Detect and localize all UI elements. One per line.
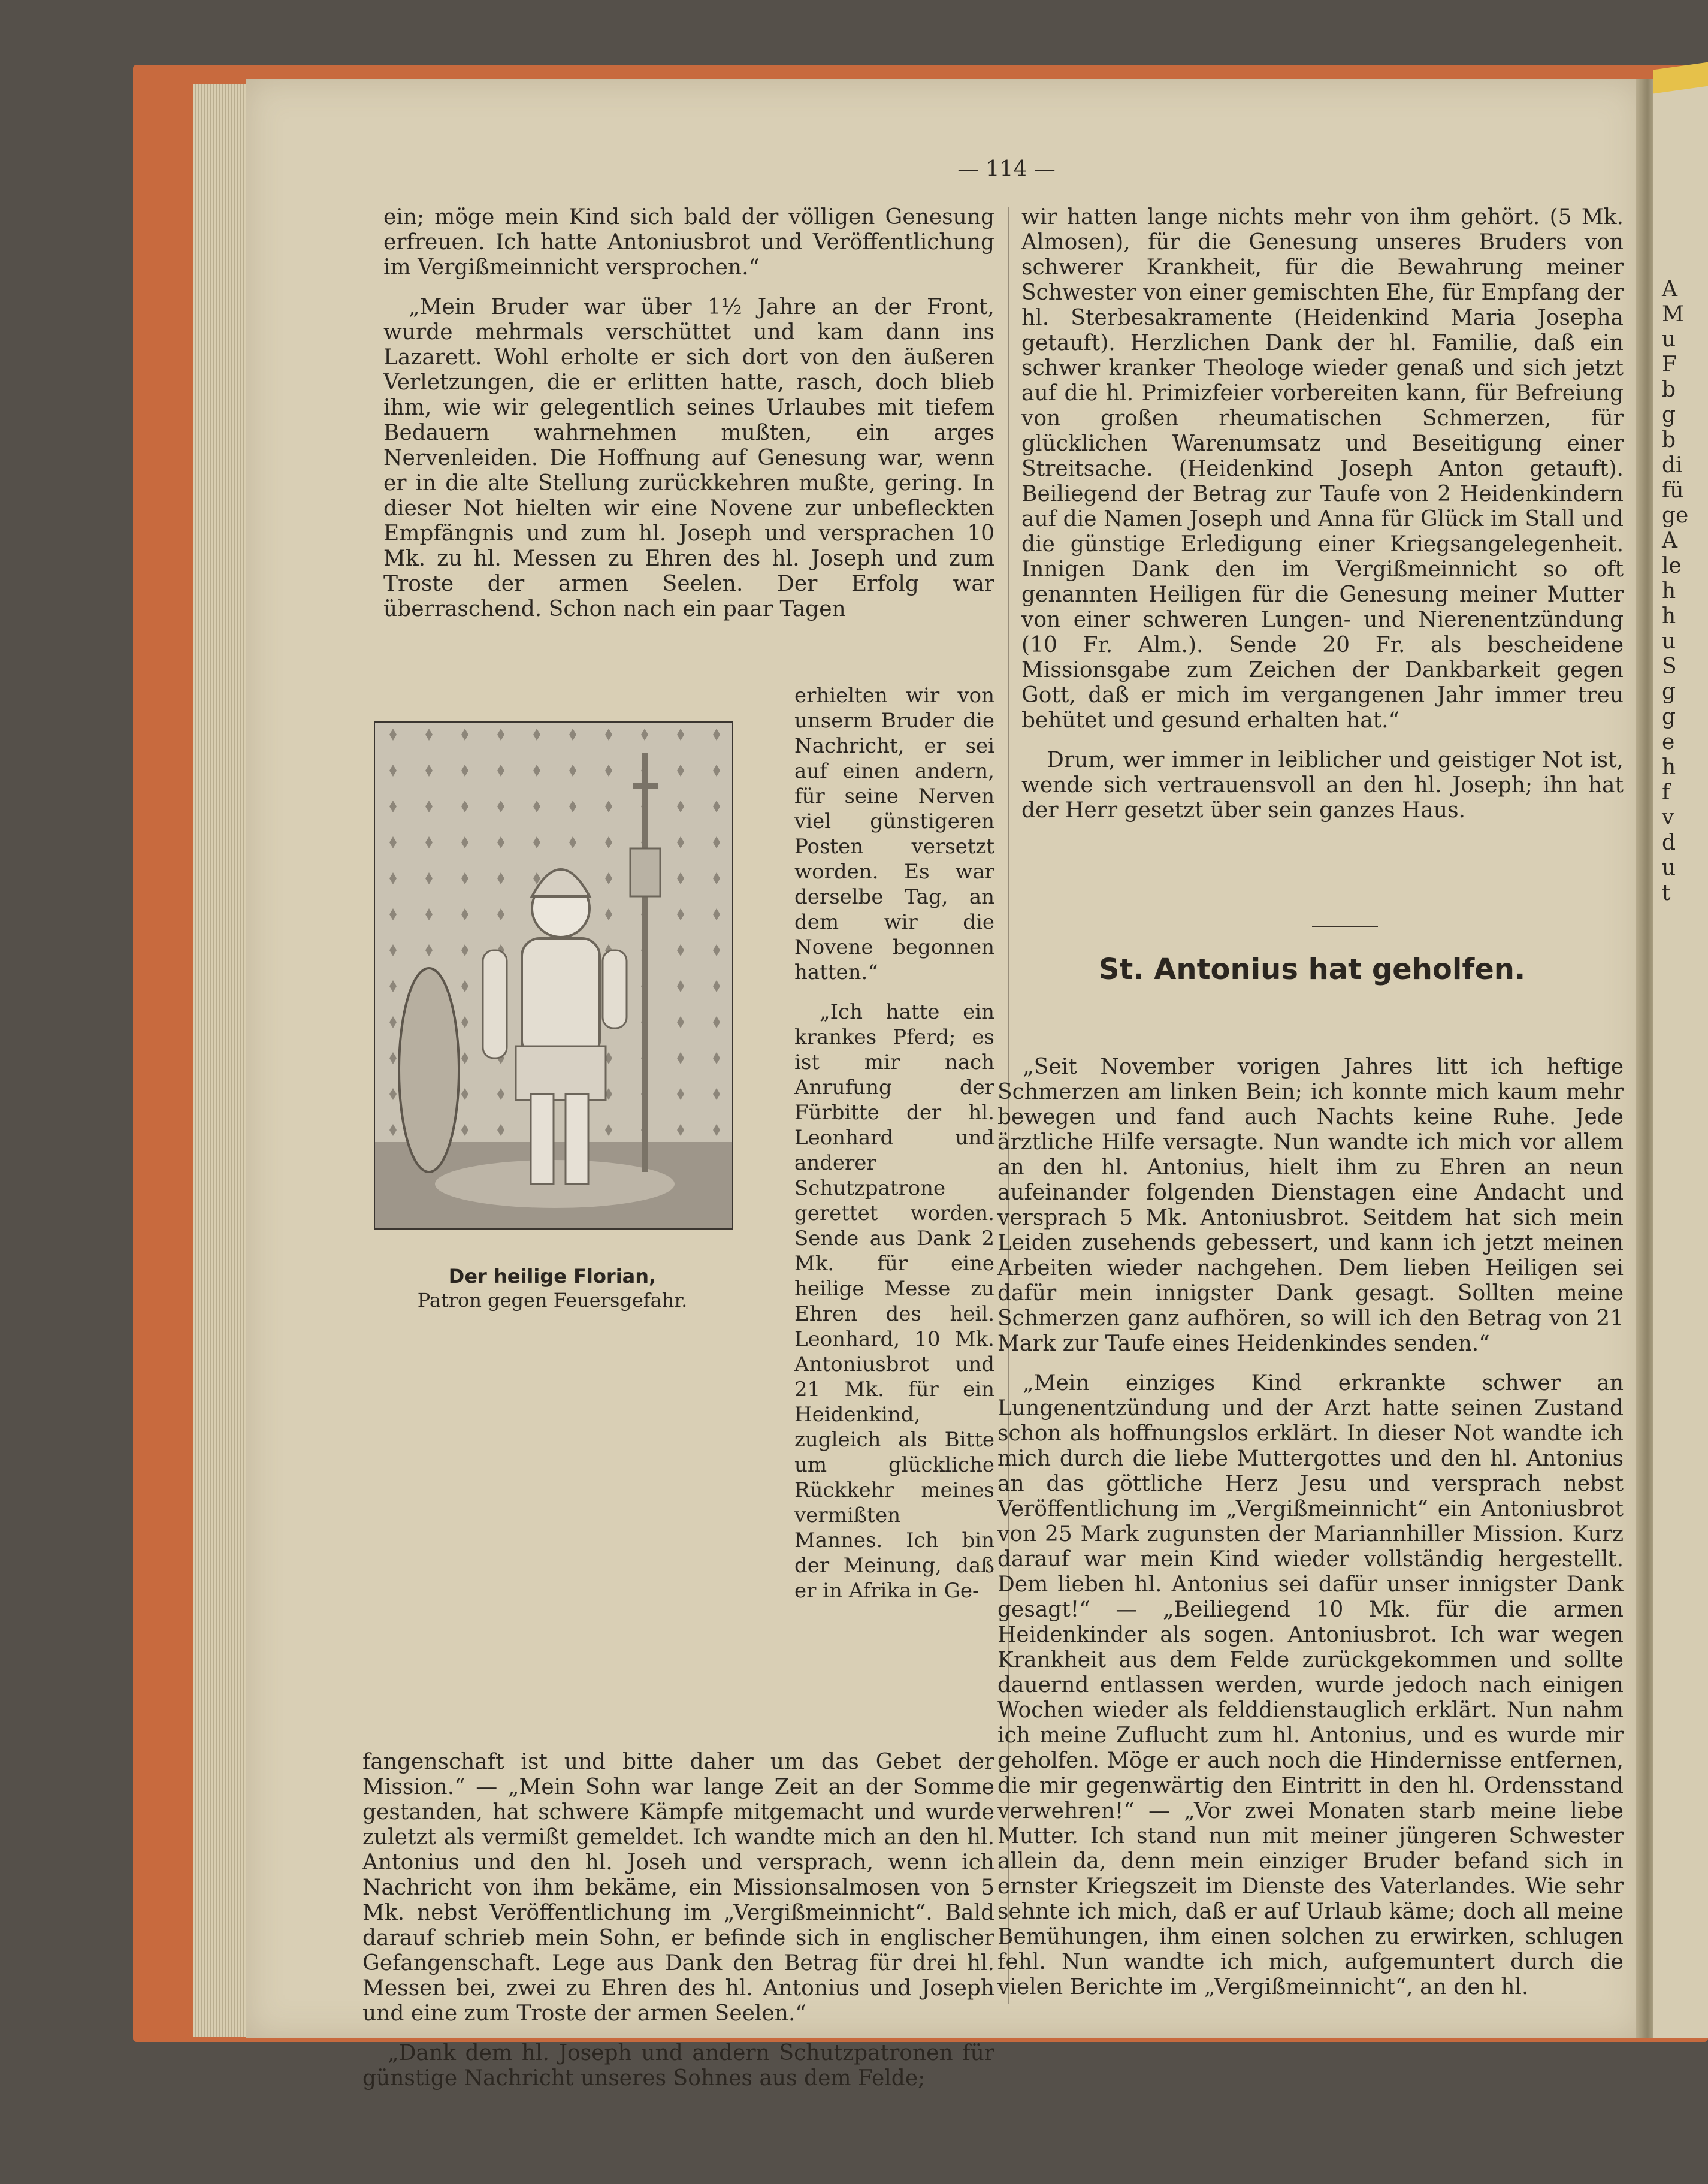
next-page-fragment: f: [1662, 780, 1670, 805]
next-page-fragment: b: [1662, 428, 1676, 452]
next-page-fragment: M: [1662, 302, 1684, 327]
next-page-fragment: h: [1662, 579, 1676, 603]
left-column-top: [383, 205, 994, 636]
statue-image: [375, 723, 732, 1228]
figure-saint-florian: [374, 721, 733, 1230]
next-page-fragment: A: [1662, 277, 1677, 301]
next-page-fragment: e: [1662, 730, 1675, 754]
next-page-fragment: v: [1662, 805, 1674, 830]
paragraph: fangenschaft ist und bitte daher um das Gebet der Mission.“ — „Mein Sohn war lange Zeit an der Somme gestanden, hat schwere Kämpfe mitgemacht und wurde zuletzt als vermißt gemeldet. Ich wandte mich an den hl. Antonius und den hl. Joseh und versprach, wenn ich Nachricht von ihm bekäme, ein Missionsalmosen von 5 Mk. nebst Veröffentlichung im „Vergißmeinnicht“. Bald darauf schrieb mein Sohn, er befinde sich in englischer Gefangenschaft. Lege aus Dank den Betrag für drei hl. Messen bei, zwei zu Ehren des hl. Antonius und Joseph und eine zum Troste der armen Seelen.“: [362, 1750, 994, 2026]
paragraph: erhielten wir von unserm Bruder die Nachricht, er sei auf einen andern, für seine Nerven viel günstigeren Posten versetzt worden. Es war derselbe Tag, an dem wir die Novene begonnen hatten.“: [794, 684, 994, 984]
next-page-fragment: le: [1662, 554, 1682, 578]
paragraph: Drum, wer immer in leiblicher und geistiger Not ist, wende sich vertrauensvoll an den hl. Joseph; ihn hat der Herr gesetzt über sein ganzes Haus.: [1021, 748, 1624, 823]
next-page-fragment: h: [1662, 604, 1676, 629]
paragraph: wir hatten lange nichts mehr von ihm gehört. (5 Mk. Almosen), für die Genesung unseres Bruders von schwerer Krankheit, für die Bewahrung meiner Schwester von einer gemischten Ehe, für Empfang der hl. Sterbesakramente (Heidenkind Maria Josepha getauft). Herzlichen Dank der hl. Familie, daß ein schwer kranker Theologe wieder genaß und sich jetzt auf die hl. Primizfeier vorbereiten kann, für Befreiung von großen rheumatischen Schmerzen, für glücklichen Warenumsatz und Beseitigung einer Streitsache. (Heidenkind Joseph Anton getauft). Beiliegend der Betrag zur Taufe von 2 Heidenkindern auf die Namen Joseph und Anna für Glück im Stall und die günstige Erledigung einer Kriegsangelegenheit. Innigen Dank den im Vergißmeinnicht so oft genannten Heiligen für die Genesung meiner Mutter von einer schweren Lungen- und Nierenentzündung (10 Fr. Alm.). Sende 20 Fr. als bescheidene Missionsgabe zum Zeichen der Dankbarkeit gegen Gott, daß er mich im vergangenen Jahr immer treu behütet und gesund erhalten hat.“: [1021, 205, 1624, 733]
next-page-fragment: A: [1662, 528, 1677, 553]
paragraph: „Mein einziges Kind erkrankte schwer an Lungenentzündung und der Arzt hatte seinen Zustand schon als hoffnungslos erklärt. In dieser Not wandte ich mich durch die liebe Muttergottes und den hl. Antonius an das göttliche Herz Jesu und versprach nebst Veröffentlichung im „Vergißmeinnicht“ ein Antoniusbrot von 25 Mark zugunsten der Mariannhiller Mission. Kurz darauf war mein Kind wieder vollständig hergestellt. Dem lieben hl. Antonius sei dafür unser innigster Dank gesagt!“ — „Beiliegend 10 Mk. für die armen Heidenkinder als sogen. Antoniusbrot. Ich war wegen Krankheit aus dem Felde zurückgekommen und sollte dauernd entlassen werden, wurde jedoch nach einigen Wochen wieder als felddienstauglich erklärt. Nun nahm ich meine Zuflucht zum hl. Antonius, und es wurde mir geholfen. Möge er auch noch die Hindernisse entfernen, die mir gegenwärtig den Eintritt in den hl. Ordensstand verwehren!“ — „Vor zwei Monaten starb meine liebe Mutter. Ich stand nun mit meiner jüngeren Schwester allein da, denn mein einziger Bruder befand sich in ernster Kriegszeit im Dienste des Vaterlandes. Wie sehr sehnte ich mich, daß er auf Urlaub käme; doch all meine Bemühungen, ihm einen solchen zu erwirken, schlugen fehl. Nun wandte ich mich, aufgemuntert durch die vielen Berichte im „Vergißmeinnicht“, an den hl.: [997, 1371, 1624, 1999]
next-page-fragment: u: [1662, 327, 1676, 352]
next-page-edge: [1653, 79, 1708, 2038]
right-column-top: [1021, 205, 1624, 838]
next-page-fragment: g: [1662, 403, 1676, 427]
next-page-fragments: [1653, 79, 1708, 906]
next-page-fragment: fü: [1662, 478, 1684, 503]
next-page-fragment: ge: [1662, 503, 1689, 528]
figure-caption: [374, 1264, 731, 1312]
paragraph: „Dank dem hl. Joseph und andern Schutzpatronen für günstige Nachricht unseres Sohnes aus dem Felde;: [362, 2041, 994, 2091]
next-page-fragment: h: [1662, 755, 1676, 780]
paragraph: ein; möge mein Kind sich bald der völligen Genesung erfreuen. Ich hatte Antoniusbrot und Veröffentlichung im Vergißmeinnicht versprochen.“: [383, 205, 994, 280]
right-column-bottom: [997, 1055, 1624, 2014]
page-number: — 114 —: [957, 157, 1056, 182]
figure-caption-subtitle: Patron gegen Feuersgefahr.: [417, 1289, 688, 1312]
next-page-fragment: di: [1662, 453, 1683, 478]
left-column-beside-figure: [794, 683, 994, 1618]
section-heading: St. Antonius hat geholfen.: [1098, 953, 1526, 986]
left-column-bottom: [362, 1750, 994, 2106]
paragraph: „Seit November vorigen Jahres litt ich heftige Schmerzen am linken Bein; ich konnte mich kaum mehr bewegen und fand auch Nachts keine Ruhe. Jede ärztliche Hilfe versagte. Nun wandte ich mich vor allem an den hl. Antonius, hielt ihm zu Ehren an neun aufeinander folgenden Dienstagen eine Andacht und versprach 5 Mk. Antoniusbrot. Seitdem hat sich mein Leiden zusehends gebessert, und kann ich jetzt meinen Arbeiten wieder nachgehen. Dem lieben Heiligen sei dafür mein innigster Dank gesagt. Sollten meine Schmerzen ganz aufhören, so will ich den Betrag von 21 Mark zur Taufe eines Heidenkindes senden.“: [997, 1055, 1624, 1356]
next-page-fragment: b: [1662, 377, 1676, 402]
next-page-fragment: u: [1662, 856, 1676, 880]
next-page-fragment: t: [1662, 881, 1671, 905]
next-page-fragment: u: [1662, 629, 1676, 654]
next-page-fragment: S: [1662, 654, 1677, 679]
figure-caption-title: Der heilige Florian,: [448, 1265, 657, 1288]
section-divider: [1312, 926, 1378, 927]
next-page-fragment: d: [1662, 830, 1676, 855]
next-page-fragment: F: [1662, 352, 1677, 377]
paragraph: „Ich hatte ein krankes Pferd; es ist mir nach Anrufung der Fürbitte der hl. Leonhard und anderer Schutzpatrone gerettet worden. Sende aus Dank 2 Mk. für eine heilige Messe zu Ehren des heil. Leonhard, 10 Mk. Antoniusbrot und 21 Mk. für ein Heidenkind, zugleich als Bitte um glückliche Rückkehr meines vermißten Mannes. Ich bin der Meinung, daß er in Afrika in Ge-: [794, 1000, 994, 1603]
next-page-fragment: g: [1662, 679, 1676, 704]
paragraph: „Mein Bruder war über 1½ Jahre an der Front, wurde mehrmals verschüttet und kam dann ins Lazarett. Wohl erholte er sich dort von den äußeren Verletzungen, die er erlitten hatte, rasch, doch blieb ihm, wie wir gelegentlich seines Urlaubes mit tiefem Bedauern wahrnehmen mußten, ein arges Nervenleiden. Die Hoffnung auf Genesung war, wenn er in die alte Stellung zurückkehren mußte, gering. In dieser Not hielten wir eine Novene zur unbefleckten Empfängnis und zum hl. Joseph und versprachen 10 Mk. zu hl. Messen zu Ehren des hl. Joseph und zum Troste der armen Seelen. Der Erfolg war überraschend. Schon nach ein paar Tagen: [383, 295, 994, 621]
page-edges: [193, 84, 247, 2037]
next-page-fragment: g: [1662, 705, 1676, 729]
